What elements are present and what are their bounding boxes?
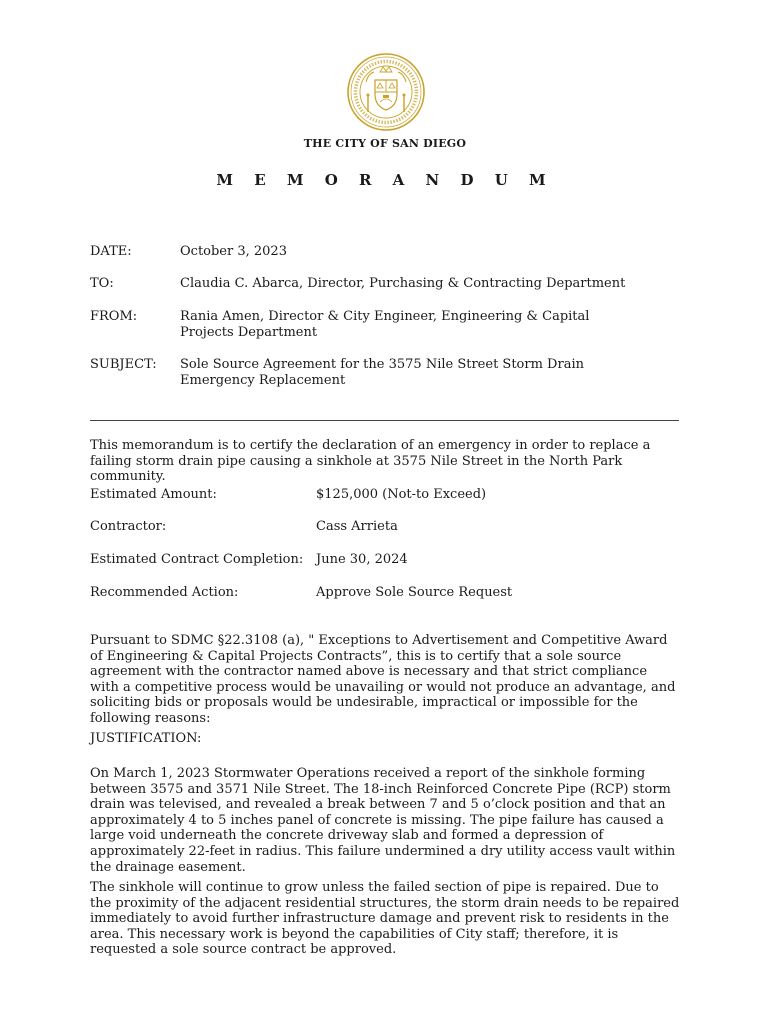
detail-value: Cass Arrieta: [316, 519, 398, 534]
date-value: October 3, 2023: [180, 244, 287, 259]
detail-value: $125,000 (Not-to Exceed): [316, 487, 487, 502]
detail-label: Contractor:: [90, 519, 167, 534]
intro-paragraph: This memorandum is to certify the declaration of an emergency in order to replace a failing storm drain pipe causing a sinkhole at 3575 Nile Street in the North Park community.: [90, 438, 651, 485]
subject-value: Sole Source Agreement for the 3575 Nile Street Storm Drain Emergency Replacement: [180, 357, 584, 388]
city-name: THE CITY OF SAN DIEGO: [303, 137, 467, 150]
from-value: Rania Amen, Director & City Engineer, Engineering & Capital Projects Department: [180, 309, 590, 340]
justification-heading: JUSTIFICATION:: [90, 731, 202, 746]
detail-value: June 30, 2024: [316, 552, 408, 567]
detail-label: Estimated Contract Completion:: [90, 552, 304, 567]
city-seal-logo: [346, 52, 426, 132]
pursuant-paragraph: Pursuant to SDMC §22.3108 (a), " Exceptions to Advertisement and Competitive Award of Engineering & Capital Projects Contracts”, this is to certify that a sole source agreement with the contractor named above is necessary and that strict compliance with a competitive process would be unavailing or would not produce an advantage, and soliciting bids or proposals would be undesirable, impractical or impossible for the following reasons:: [90, 633, 676, 726]
to-label: TO:: [90, 276, 114, 291]
from-label: FROM:: [90, 309, 138, 324]
subject-label: SUBJECT:: [90, 357, 157, 372]
divider-line: [90, 420, 679, 421]
detail-value: Approve Sole Source Request: [316, 585, 513, 600]
detail-label: Recommended Action:: [90, 585, 239, 600]
date-label: DATE:: [90, 244, 132, 259]
to-value: Claudia C. Abarca, Director, Purchasing & Contracting Department: [180, 276, 626, 291]
justification-paragraph-1: On March 1, 2023 Stormwater Operations received a report of the sinkhole forming between 3575 and 3571 Nile Street. The 18-inch Reinforced Concrete Pipe (RCP) storm drain was televised, and revealed a break between 7 and 5 o’clock position and that an approximately 4 to 5 inches panel of concrete is missing. The pipe failure has caused a large void underneath the concrete driveway slab and formed a depression of approximately 22-feet in radius. This failure undermined a dry utility access vault within the drainage easement.: [90, 766, 676, 875]
memo-title: M E M O R A N D U M: [216, 171, 554, 189]
detail-label: Estimated Amount:: [90, 487, 217, 502]
justification-paragraph-2: The sinkhole will continue to grow unless the failed section of pipe is repaired. Due to the proximity of the adjacent residential structures, the storm drain needs to be repaired immediately to avoid further infrastructure damage and prevent risk to residents in the area. This necessary work is beyond the capabilities of City staff; therefore, it is requested a sole source contract be approved.: [90, 880, 680, 958]
